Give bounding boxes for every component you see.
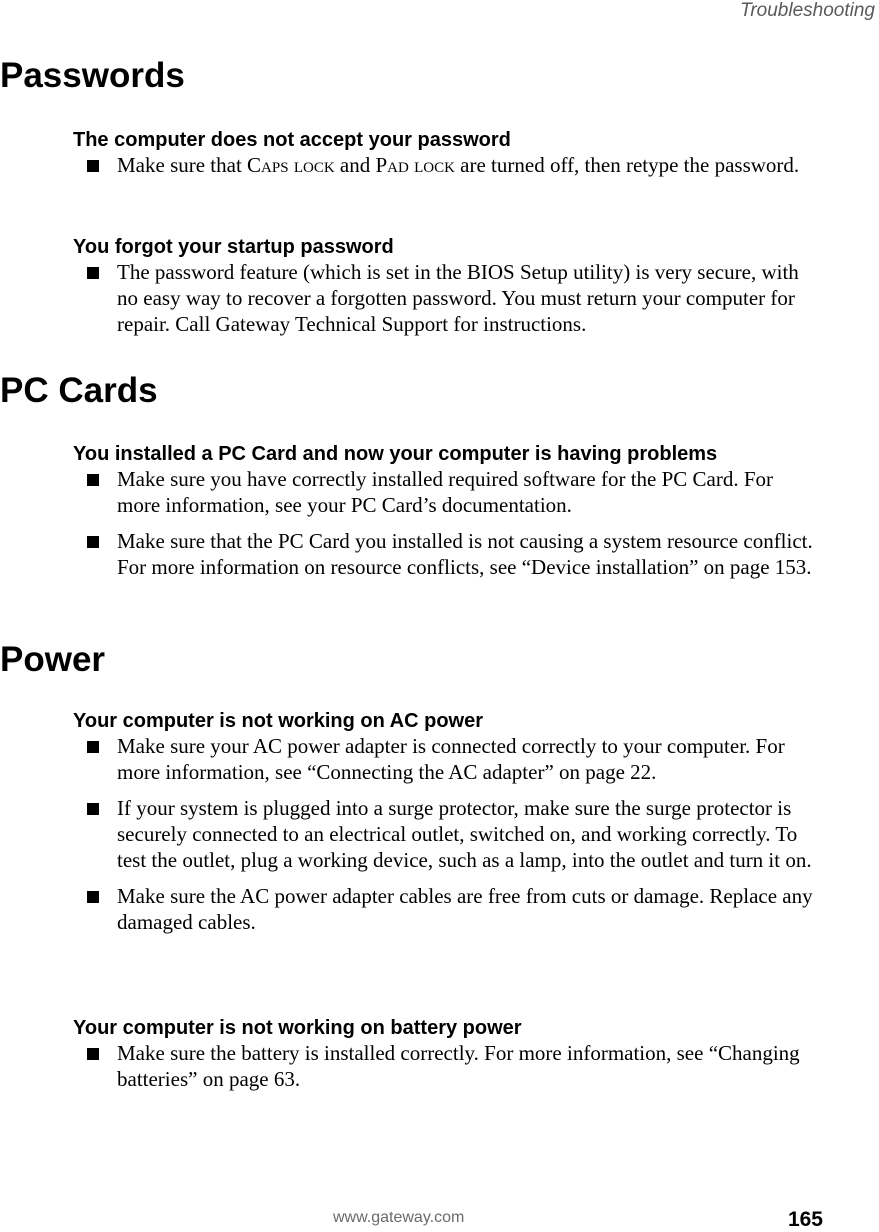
list-item [73,733,817,785]
square-bullet-icon [87,160,99,172]
bullet-text: Make sure your AC power adapter is connected correctly to your computer. For more information, see “Connecting the AC adapter” on page 22. [117,734,785,784]
caps-lock-key-label: Caps lock [247,153,335,177]
list-item [73,528,817,580]
problem-heading: You installed a PC Card and now your computer is having problems [73,443,718,465]
square-bullet-icon [87,891,99,903]
list-item [73,259,817,337]
bullet-list [73,152,833,178]
problem-heading: Your computer is not working on battery power [73,1017,522,1039]
section-title-pc-cards: PC Cards [0,371,158,410]
problem-password-not-accepted [73,128,833,178]
square-bullet-icon [87,267,99,279]
running-header-title: Troubleshooting [740,0,875,21]
bullet-list [73,1040,833,1092]
footer-url: www.gateway.com [333,1209,465,1226]
list-item [73,883,817,935]
bullet-text: The password feature (which is set in the BIOS Setup utility) is very secure, with no easy way to recover a forgotten password. You must return your computer for repair. Call Gateway Technical Support for instructions. [117,260,799,336]
bullet-text: Make sure the battery is installed correctly. For more information, see “Changing batteries” on page 63. [117,1041,800,1091]
list-item [73,795,817,873]
list-item [73,466,817,518]
problem-heading: Your computer is not working on AC power [73,710,484,732]
bullet-text: Make sure that the PC Card you installed is not causing a system resource conflict. For more information on resource conflicts, see “Device installation” on page 153. [117,529,813,579]
problem-pc-card-issues [73,442,833,580]
list-item [73,152,817,178]
square-bullet-icon [87,474,99,486]
square-bullet-icon [87,1048,99,1060]
section-title-passwords: Passwords [0,56,185,95]
bullet-list [73,259,833,337]
problem-forgot-startup-password [73,235,833,337]
problem-heading: The computer does not accept your password [73,129,511,151]
bullet-list [73,733,833,935]
pad-lock-key-label: Pad lock [375,153,455,177]
problem-heading: You forgot your startup password [73,236,394,258]
bullet-text-part: are turned off, then retype the password. [454,153,800,177]
page-number: 165 [787,1208,823,1231]
bullet-list [73,466,833,580]
bullet-text: Make sure the AC power adapter cables are free from cuts or damage. Replace any damaged cables. [117,884,813,934]
bullet-text-part: and [334,153,376,177]
problem-ac-power [73,709,833,935]
square-bullet-icon [87,536,99,548]
section-title-power: Power [0,640,106,679]
problem-battery-power [73,1016,833,1092]
bullet-text-part: Make sure that [117,153,248,177]
bullet-text: If your system is plugged into a surge protector, make sure the surge protector is securely connected to an electrical outlet, switched on, and working correctly. To test the outlet, plug a working device, such as a lamp, into the outlet and turn it on. [117,796,812,872]
square-bullet-icon [87,741,99,753]
square-bullet-icon [87,803,99,815]
list-item [73,1040,817,1092]
bullet-text: Make sure you have correctly installed required software for the PC Card. For more information, see your PC Card’s documentation. [117,467,774,517]
